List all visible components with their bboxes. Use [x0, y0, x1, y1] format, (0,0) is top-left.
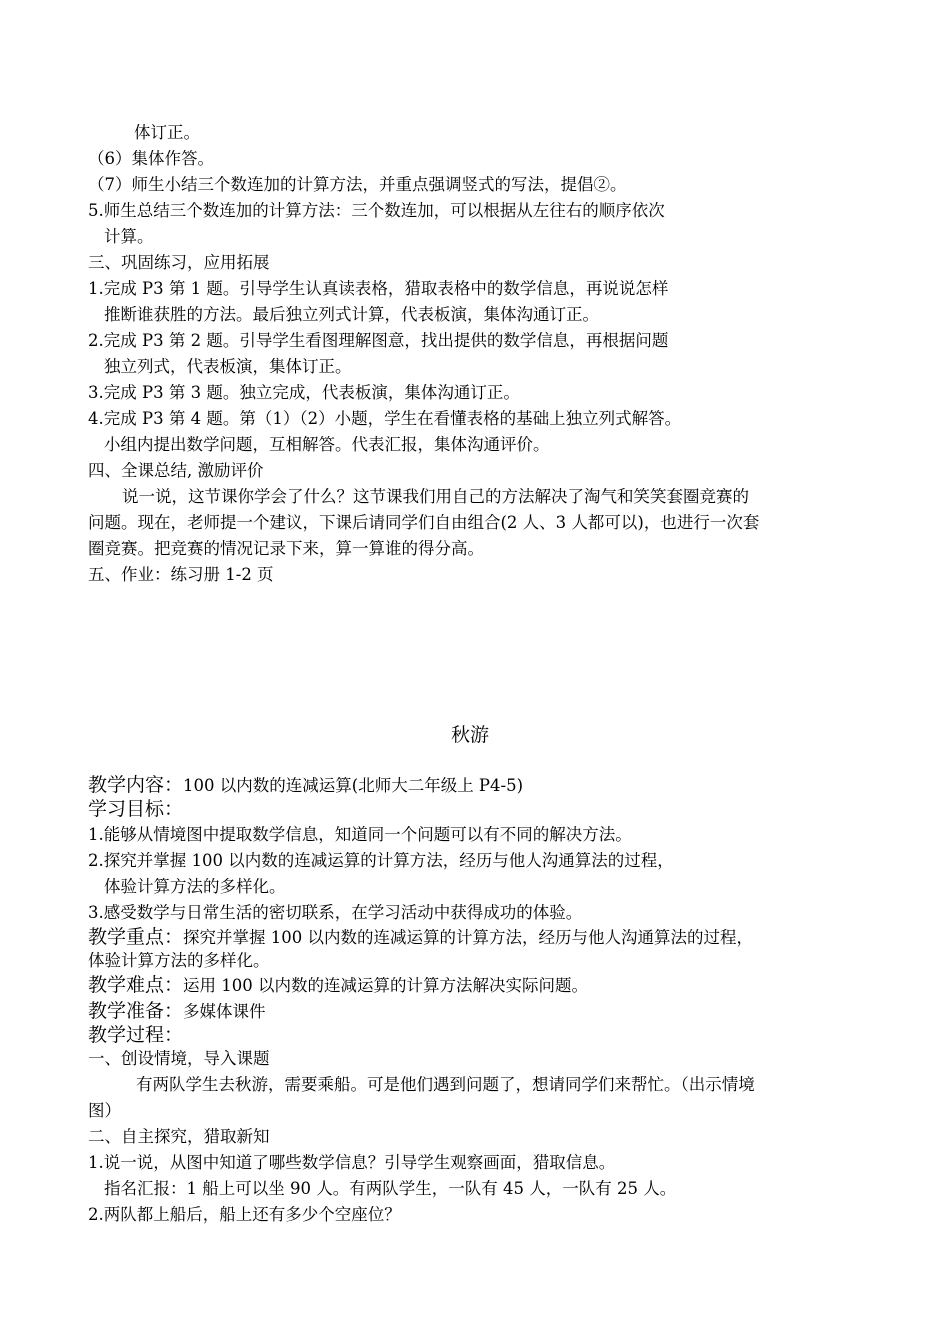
text-line: 4.完成 P3 第 4 题。第（1）（2）小题，学生在看懂表格的基础上独立列式解答。: [88, 409, 682, 428]
text-line: （7）师生小结三个数连加的计算方法，并重点强调竖式的写法，提倡②。: [88, 175, 627, 194]
difficulty-row: [88, 974, 588, 997]
section-heading: 五、作业：练习册 1-2 页: [88, 565, 274, 584]
text-line: 体订正。: [134, 123, 200, 142]
goals-label: 学习目标：: [88, 798, 184, 820]
text-line: （6）集体作答。: [88, 149, 214, 168]
content-label: 教学内容：: [88, 774, 184, 796]
goal-item: 3.感受数学与日常生活的密切联系，在学习活动中获得成功的体验。: [88, 903, 583, 922]
section-heading: 二、自主探究，猎取新知: [88, 1127, 270, 1146]
text-line: 说一说，这节课你学会了什么？这节课我们用自己的方法解决了淘气和笑笑套圈竞赛的: [122, 487, 749, 506]
text-line: 2.两队都上船后，船上还有多少个空座位？: [88, 1205, 401, 1224]
key-row: [88, 926, 753, 949]
text-line: 图）: [88, 1101, 121, 1120]
goal-item: 2.探究并掌握 100 以内数的连减运算的计算方法，经历与他人沟通算法的过程，: [88, 851, 674, 870]
text-line: 1.说一说，从图中知道了哪些数学信息？引导学生观察画面，猎取信息。: [88, 1153, 616, 1172]
difficulty-label: 教学难点：: [88, 974, 184, 996]
content-value: 100 以内数的连减运算(北师大二年级上 P4-5): [183, 776, 524, 795]
key-value-cont: 体验计算方法的多样化。: [88, 951, 270, 970]
key-value: 探究并掌握 100 以内数的连减运算的计算方法，经历与他人沟通算法的过程，: [183, 928, 753, 947]
section-heading: 四、全课总结, 激励评价: [88, 461, 264, 480]
process-label: 教学过程：: [88, 1024, 184, 1046]
text-line: 推断谁获胜的方法。最后独立列式计算，代表板演，集体沟通订正。: [104, 305, 599, 324]
prep-label: 教学准备：: [88, 1000, 184, 1022]
text-line: 2.完成 P3 第 2 题。引导学生看图理解图意，找出提供的数学信息，再根据问题: [88, 331, 669, 350]
text-line: 5.师生总结三个数连加的计算方法：三个数连加，可以根据从左往右的顺序依次: [88, 201, 665, 220]
section-heading: 三、巩固练习，应用拓展: [88, 253, 270, 272]
section-heading: 一、创设情境，导入课题: [88, 1049, 270, 1068]
goal-item: 体验计算方法的多样化。: [104, 877, 286, 896]
text-line: 计算。: [104, 227, 154, 246]
text-line: 问题。现在，老师提一个建议，下课后请同学们自由组合(2 人、3 人都可以)，也进行一次套: [88, 513, 760, 532]
key-label: 教学重点：: [88, 926, 184, 948]
text-line: 有两队学生去秋游，需要乘船。可是他们遇到问题了，想请同学们来帮忙。（出示情境: [136, 1075, 755, 1094]
text-line: 小组内提出数学问题，互相解答。代表汇报，集体沟通评价。: [104, 435, 550, 454]
goal-item: 1.能够从情境图中提取数学信息，知道同一个问题可以有不同的解决方法。: [88, 825, 632, 844]
difficulty-value: 运用 100 以内数的连减运算的计算方法解决实际问题。: [183, 976, 588, 995]
text-line: 3.完成 P3 第 3 题。独立完成，代表板演，集体沟通订正。: [88, 383, 520, 402]
prep-row: [88, 1000, 266, 1023]
text-line: 圈竞赛。把竞赛的情况记录下来，算一算谁的得分高。: [88, 539, 484, 558]
text-line: 指名汇报：1 船上可以坐 90 人。有两队学生，一队有 45 人，一队有 25 人。: [104, 1179, 677, 1198]
text-line: 独立列式，代表板演，集体订正。: [104, 357, 352, 376]
prep-value: 多媒体课件: [183, 1002, 266, 1021]
content-row: [88, 774, 523, 797]
text-line: 1.完成 P3 第 1 题。引导学生认真读表格，猎取表格中的数学信息，再说说怎样: [88, 279, 669, 298]
lesson-title: 秋游: [451, 724, 490, 746]
